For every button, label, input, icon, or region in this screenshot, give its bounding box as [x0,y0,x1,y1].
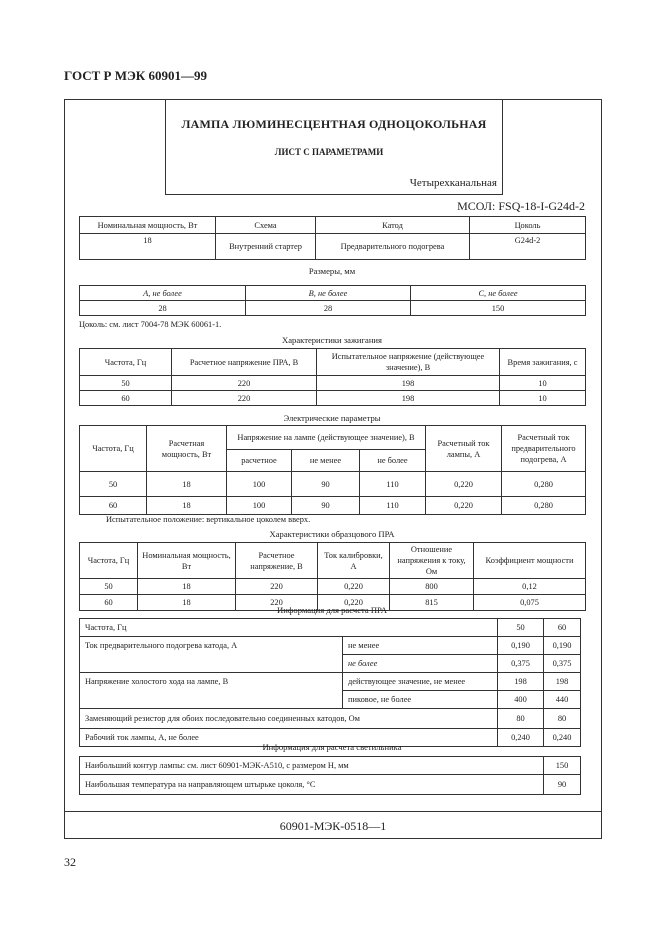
header-cell: Частота, Гц [80,543,138,579]
header-cell: Номинальная мощность, Вт [138,543,236,579]
table-cell: 198 [498,673,544,691]
table-cell: 18 [147,472,227,497]
row-label: Заменяющий резистор для обоих последовательно соединенных катодов, Ом [80,709,498,729]
test-position-note: Испытательное положение: вертикальное цоколем вверх. [106,515,311,524]
header-cell: A, не более [80,286,246,301]
table-cell: 110 [360,497,426,515]
table-cell: 220 [172,391,317,406]
table-cell: 0,190 [544,637,581,655]
table-cell: 220 [236,579,318,595]
header-cell: Частота, Гц [80,349,172,376]
table-cell: 0,220 [318,595,390,611]
table-cell: 50 [80,376,172,391]
footer-divider [64,811,602,812]
table-cell: 0,240 [544,729,581,747]
row-label: Наибольшая температура на направляющем штырьке цоколя, °С [80,775,544,795]
row-label: Наибольший контур лампы: см. лист 60901-МЭК-А510, с размером H, мм [80,757,544,775]
table-cell: 10 [500,391,586,406]
electrical-caption: Электрические параметры [283,413,381,423]
table-cell: 60 [80,595,138,611]
row-sublabel: не более [343,655,498,673]
header-cell: Расчетное напряжение, В [236,543,318,579]
table-cell: 0,12 [474,579,586,595]
table-cell: 28 [246,301,411,316]
table-cell: 18 [138,579,236,595]
table-cell: 10 [500,376,586,391]
table-cell: 220 [236,595,318,611]
sheet-number: 60901-МЭК-0518—1 [279,819,387,833]
luminaire-design-table [79,756,581,795]
header-cell: C, не более [411,286,586,301]
header-cell: Катод [316,217,470,234]
table-cell: 18 [80,234,216,260]
header-cell: Расчетный ток лампы, А [426,426,502,472]
table-cell: 100 [227,497,292,515]
table-cell: 80 [544,709,581,729]
table-cell: 0,075 [474,595,586,611]
table-cell: 90 [292,497,360,515]
table-cell: 50 [498,619,544,637]
row-label: Напряжение холостого хода на лампе, В [80,673,343,709]
table-cell: 0,375 [544,655,581,673]
table-cell: 198 [317,376,500,391]
table-cell: 80 [498,709,544,729]
ignition-table [79,348,586,406]
table-cell: 0,280 [502,472,586,497]
header-cell: Номинальная мощность, Вт [80,217,216,234]
table-cell: Внутренний стартер [216,234,316,260]
table-cell: 60 [80,391,172,406]
table-cell: 90 [544,775,581,795]
ignition-caption: Характеристики зажигания [282,335,382,345]
base-note: Цоколь: см. лист 7004-78 МЭК 60061-1. [79,320,222,329]
lamp-type: Четырехканальная [409,177,497,189]
table-cell: 198 [544,673,581,691]
table-cell: 0,220 [426,497,502,515]
header-cell: Напряжение на лампе (действующее значение), В [227,426,426,450]
table-cell: 110 [360,472,426,497]
header-cell: Отношение напряжения к току, Ом [390,543,474,579]
row-sublabel: действующее значение, не менее [343,673,498,691]
header-cell: Коэффициент мощности [474,543,586,579]
table-cell: 60 [80,497,147,515]
general-table [79,216,586,260]
table-cell: 150 [544,757,581,775]
table-cell: 28 [80,301,246,316]
dimensions-caption: Размеры, мм [308,266,356,276]
table-cell: 198 [317,391,500,406]
header-cell: Расчетное напряжение ПРА, В [172,349,317,376]
page-number: 32 [64,855,76,869]
table-cell: 50 [80,472,147,497]
header-cell: расчетное [227,450,292,472]
row-sublabel: пиковое, не более [343,691,498,709]
table-cell: 815 [390,595,474,611]
table-cell: 0,280 [502,497,586,515]
sheet-title: ЛАМПА ЛЮМИНЕСЦЕНТНАЯ ОДНОЦОКОЛЬНАЯ [181,117,487,131]
row-sublabel: не менее [343,637,498,655]
table-cell: 90 [292,472,360,497]
table-cell: 0,220 [318,579,390,595]
table-cell: 0,190 [498,637,544,655]
reference-ballast-table [79,542,586,611]
dimensions-table [79,285,586,316]
table-cell: 50 [80,579,138,595]
header-cell: Расчетный ток предварительного подогрева, А [502,426,586,472]
table-cell: 440 [544,691,581,709]
table-cell: G24d-2 [470,234,586,260]
header-cell: Время зажигания, с [500,349,586,376]
table-cell: 60 [544,619,581,637]
table-cell: 220 [172,376,317,391]
table-cell: 18 [147,497,227,515]
row-label: Рабочий ток лампы, А, не более [80,729,498,747]
table-cell: 0,220 [426,472,502,497]
table-cell: 0,375 [498,655,544,673]
table-cell: 18 [138,595,236,611]
header-cell: Испытательное напряжение (действующее значение), В [317,349,500,376]
table-cell: 800 [390,579,474,595]
electrical-table [79,425,586,515]
table-cell: 0,240 [498,729,544,747]
header-cell: Расчетная мощность, Вт [147,426,227,472]
table-cell: 150 [411,301,586,316]
table-cell: 400 [498,691,544,709]
header-cell: Ток калибровки, А [318,543,390,579]
header-cell: B, не более [246,286,411,301]
header-cell: Цоколь [470,217,586,234]
reference-ballast-caption: Характеристики образцового ПРА [269,529,395,539]
table-cell: 100 [227,472,292,497]
header-cell: не менее [292,450,360,472]
header-cell: Схема [216,217,316,234]
ballast-design-table [79,618,581,747]
sheet-subtitle: ЛИСТ С ПАРАМЕТРАМИ [274,147,384,157]
ballast-design-caption: Информация для расчета ПРА [277,605,387,615]
msol-code: МСОЛ: FSQ-18-I-G24d-2 [457,199,585,213]
header-cell: Частота, Гц [80,426,147,472]
row-label: Ток предварительного подогрева катода, А [80,637,343,673]
table-cell: Предварительного подогрева [316,234,470,260]
luminaire-design-caption: Информация для расчета светильника [262,742,402,752]
row-label: Частота, Гц [80,619,498,637]
header-cell: не более [360,450,426,472]
document-code: ГОСТ Р МЭК 60901—99 [64,68,207,83]
